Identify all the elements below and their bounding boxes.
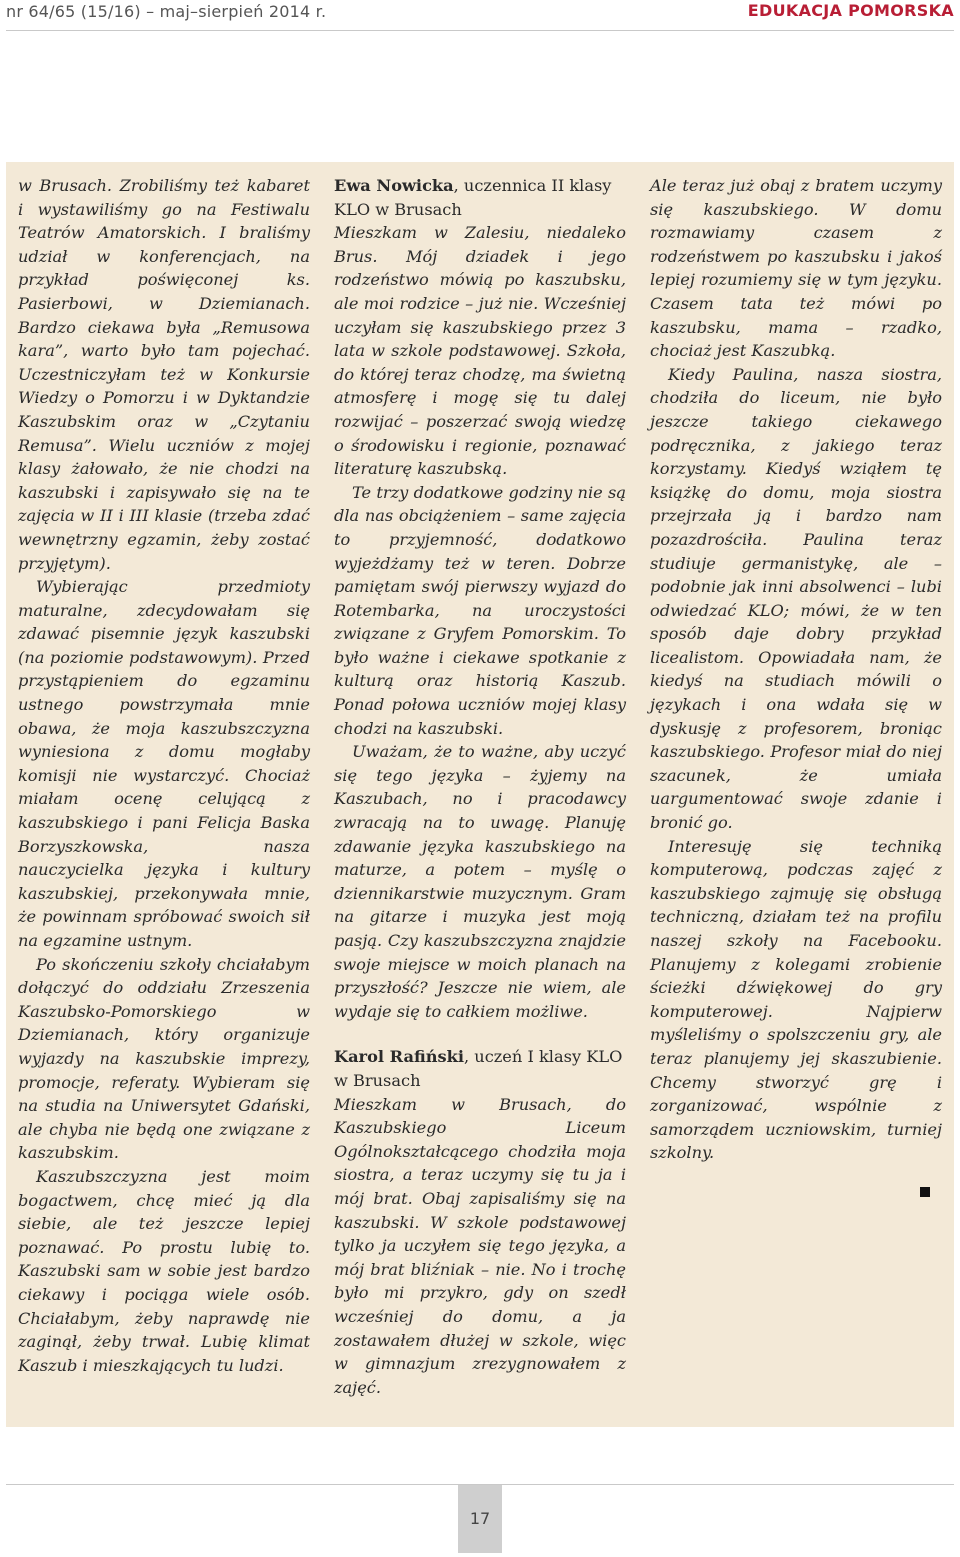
paragraph: Interesuję się techniką komputerową, podczas zajęć z kaszubskiego zajmuję się obsługą techniczną, działam też na profilu naszej szkoły na Facebooku. Planujemy z kolegami zrobienie ścieżki dźwiękowej do gry komputerowej. Najpierw myśleliśmy o spolszczeniu gry, ale teraz planujemy jej skaszubienie. Chcemy stworzyć grę i zorganizować, wspólnie z samorządem uczniowskim, turniej szkolny. [650, 836, 942, 1163]
speaker-role: , uczeń I klasy KLO w Brusach [334, 1047, 623, 1090]
speaker-name: Ewa Nowicka [334, 176, 454, 195]
paragraph: Mieszkam w Zalesiu, niedaleko Brus. Mój dziadek i jego rodzeństwo mówią po kaszubsku, ale moi rodzice – już nie. Wcześniej uczyłam się kaszubskiego przez 3 lata w szkole podstawowej. Szkoła, do której teraz chodzę, ma świetną atmosferę i mogę się tu dalej rozwijać – poszerzać swoją wiedzę o środowisku i regionie, poznawać literaturę kaszubską. [334, 223, 626, 479]
spacer [334, 1023, 626, 1045]
header-divider [6, 30, 954, 31]
issue-info: nr 64/65 (15/16) – maj–sierpień 2014 r. [6, 2, 327, 21]
speaker-heading [334, 1045, 626, 1092]
paragraph: Kaszubszczyzna jest moim bogactwem, chcę mieć ją dla siebie, ale też jeszcze lepiej poznawać. Po prostu lubię to. Kaszubski sam w sobie jest bardzo ciekawy i pociąga wiele osób. Chciałabym, żeby naprawdę nie zaginął, żeby trwał. Lubię klimat Kaszub i mieszkających tu ludzi. [18, 1166, 310, 1375]
article-column-3 [650, 174, 942, 1197]
end-of-article-icon [920, 1187, 930, 1197]
masthead [0, 0, 960, 30]
paragraph: Mieszkam w Brusach, do Kaszubskiego Liceum Ogólnokształcącego chodziła moja siostra, a teraz uczymy się tu ja i mój brat. Obaj zapisaliśmy się na kaszubski. W szkole podstawowej tylko ja uczyłem się tego języka, a mój brat bliźniak – nie. No i trochę było mi przykro, gdy on szedł wcześniej do domu, a ja zostawałem dłużej w szkole, więc w gimnazjum zrezygnowałem z zajęć. [334, 1094, 626, 1397]
paragraph: Ale teraz już obaj z bratem uczymy się kaszubskiego. W domu rozmawiamy czasem z rodzeństwem po kaszubsku i jakoś lepiej rozumiemy się w tym języku. Czasem tata też mówi po kaszubsku, mama – rzadko, chociaż jest Kaszubką. [650, 176, 942, 361]
speaker-role: , uczennica II klasy KLO w Brusach [334, 176, 612, 219]
paragraph: Kiedy Paulina, nasza siostra, chodziła do liceum, nie było jeszcze takiego ciekawego podręcznika, z jakiego teraz korzystamy. Kiedyś wziąłem tę książkę do domu, moja siostra przejrzała ją i bardzo nam pozazdrościła. Paulina teraz studiuje germanistykę, ale – podobnie jak inni absolwenci – lubi odwiedzać KLO; mówi, że w ten sposób daje dobry przykład licealistom. Opowiadała nam, że kiedyś na studiach mówili o językach i ona wdała się w dyskusję z profesorem, broniąc kaszubskiego. Profesor miał do niej szacunek, że umiała uargumentować swoje zdanie i bronić go. [650, 364, 942, 833]
article-column-1 [18, 174, 310, 1377]
paragraph: Wybierając przedmioty maturalne, zdecydowałam się zdawać pisemnie język kaszubski (na poziomie podstawowym). Przed przystąpieniem do egzaminu ustnego powstrzymała mnie obawa, że moja kaszubszczyzna wyniesiona z domu mogłaby komisji nie wystarczyć. Chociaż miałam ocenę celującą z kaszubskiego i pani Felicja Baska Borzyszkowska, nasza nauczycielka języka i kultury kaszubskiej, przekonywała mnie, że powinnam spróbować swoich sił na egzamine ustnym. [18, 577, 310, 950]
speaker-name: Karol Rafiński [334, 1047, 464, 1067]
paragraph: w Brusach. Zrobiliśmy też kabaret i wystawiliśmy go na Festiwalu Teatrów Amatorskich. I braliśmy udział w konferencjach, na przykład poświęconej ks. Pasierbowi, w Dziemianach. Bardzo ciekawa była „Remusowa kara”, warto było tam pojechać. Uczestniczyłam też w Konkursie Wiedzy o Pomorzu i w Dyktandzie Kaszubskim oraz w „Czytaniu Remusa”. Wielu uczniów z mojej klasy żałowało, że nie chodzi na kaszubski i zapisywało się na te zajęcia w II i III klasie (trzeba zdać wewnętrzny egzamin, żeby zostać przyjętym). [18, 176, 310, 573]
article-column-2 [334, 174, 626, 1399]
page-number-box [458, 1485, 502, 1553]
page-number: 17 [469, 1509, 491, 1528]
speaker-heading [334, 174, 626, 221]
paragraph: Te trzy dodatkowe godziny nie są dla nas obciążeniem – same zajęcia to przyjemność, dodatkowo wyjeżdżamy też w teren. Dobrze pamiętam swój pierwszy wyjazd do Rotembarka, na uroczystości związane z Gryfem Pomorskim. To było ważne i ciekawe spotkanie z kulturą oraz historią Kaszub. Ponad połowa uczniów mojej klasy chodzi na kaszubski. [334, 482, 626, 738]
article-panel [6, 162, 954, 1427]
section-title: EDUKACJA POMORSKA [747, 1, 954, 20]
paragraph: Po skończeniu szkoły chciałabym dołączyć do oddziału Zrzeszenia Kaszubsko-Pomorskiego w Dziemianach, który organizuje wyjazdy na kaszubskie imprezy, promocje, referaty. Wybieram się na studia na Uniwersytet Gdański, ale chyba nie będą one związane z kaszubskim. [18, 954, 310, 1163]
paragraph: Uważam, że to ważne, aby uczyć się tego języka – żyjemy na Kaszubach, no i pracodawcy zwracają na to uwagę. Planuję zdawanie języka kaszubskiego na maturze, a potem – myślę o dziennikarstwie muzycznym. Gram na gitarze i muzyka jest moją pasją. Czy kaszubszczyzna znajdzie swoje miejsce w moich planach na przyszłość? Jeszcze nie wiem, ale wydaje się to całkiem możliwe. [334, 742, 626, 1021]
